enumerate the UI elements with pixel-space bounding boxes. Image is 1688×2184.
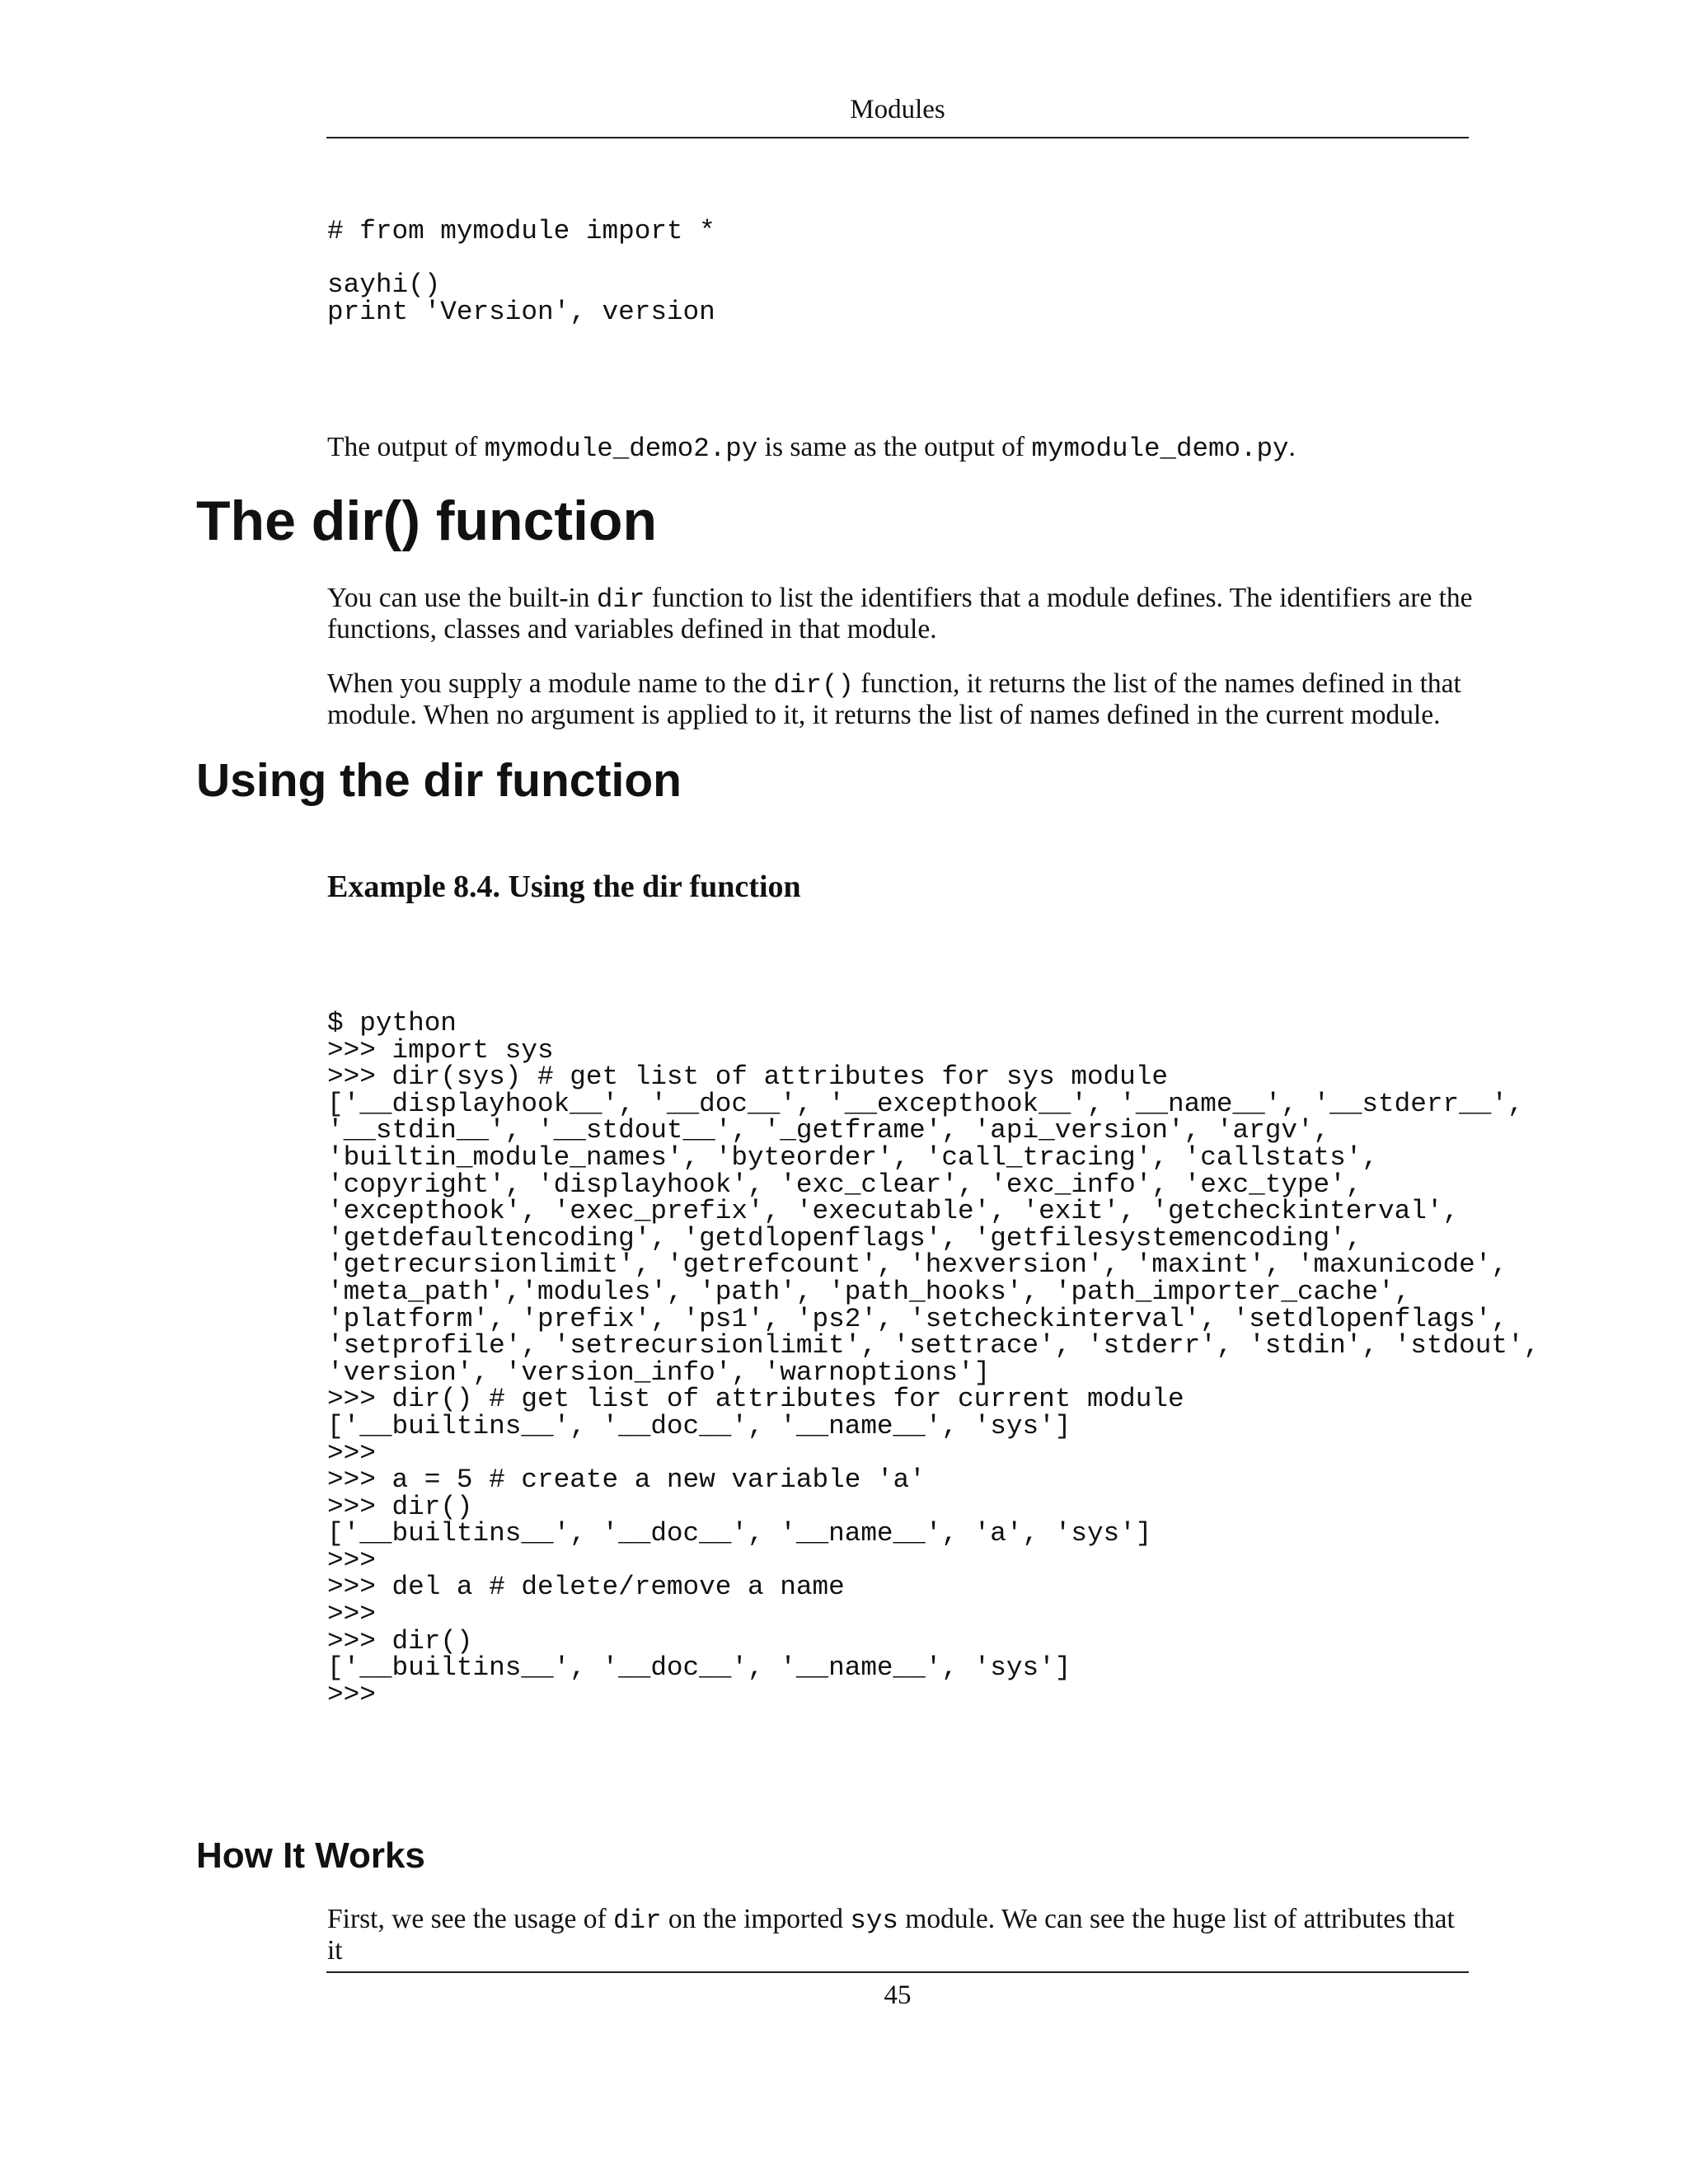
output-text-3: . bbox=[1288, 432, 1296, 462]
dir-p2-code-1: dir() bbox=[773, 670, 854, 701]
section-heading-how-it-works: How It Works bbox=[196, 1835, 425, 1876]
dir-paragraph-2 bbox=[327, 669, 1473, 730]
section-heading-dir-function: The dir() function bbox=[196, 490, 658, 552]
dir-p2-text-1: When you supply a module name to the bbox=[327, 668, 774, 699]
code-block-import: # from mymodule import * sayhi() print 'Version', version bbox=[327, 216, 715, 327]
how-it-works-paragraph bbox=[327, 1905, 1473, 1966]
output-code-1: mymodule_demo2.py bbox=[484, 434, 758, 464]
dir-p1-text-1: You can use the built-in bbox=[327, 583, 597, 613]
output-paragraph bbox=[327, 433, 1473, 464]
running-footer bbox=[326, 1971, 1469, 2013]
page-number: 45 bbox=[884, 1980, 912, 2010]
running-header bbox=[326, 92, 1469, 138]
how-text-2: on the imported bbox=[661, 1904, 851, 1934]
how-code-1: dir bbox=[613, 1905, 662, 1936]
how-text-1: First, we see the usage of bbox=[327, 1904, 614, 1934]
section-heading-using-dir: Using the dir function bbox=[196, 754, 682, 807]
header-title: Modules bbox=[850, 95, 945, 124]
code-block-dir-example: $ python >>> import sys >>> dir(sys) # get list of attributes for sys module ['__displayhook__', '__doc__', '__excepthook__', '__name__', '__stderr__', '__stdin__', '__stdout__', '_getframe', 'api_version', 'argv', 'builtin_module_names', 'byteorder', 'call_tracing', 'callstats', 'copyright', 'displayhook', 'exc_clear', 'exc_info', 'exc_type', 'excepthook', 'exec_prefix', 'executable', 'exit', 'getcheckinterval', 'getdefaultencoding', 'getdlopenflags', 'getfilesystemencoding', 'getrecursionlimit', 'getrefcount', 'hexversion', 'maxint', 'maxunicode', 'meta_path','modules', 'path', 'path_hooks', 'path_importer_cache', 'platform', 'prefix', 'ps1', 'ps2', 'setcheckinterval', 'setdlopenflags', 'setprofile', 'setrecursionlimit', 'settrace', 'stderr', 'stdin', 'stdout', 'version', 'version_info', 'warnoptions'] >>> dir() # get list of attributes for current module ['__builtins__', '__doc__', '__name__', 'sys'] >>> >>> a = 5 # create a new variable 'a' >>> dir() ['__builtins__', '__doc__', '__name__', 'a', 'sys'] >>> >>> del a # delete/remove a name >>> >>> dir() ['__builtins__', '__doc__', '__name__', 'sys'] >>> bbox=[327, 1008, 1540, 1710]
output-text-1: The output of bbox=[327, 432, 485, 462]
dir-paragraph-1 bbox=[327, 583, 1473, 644]
how-code-2: sys bbox=[850, 1905, 898, 1936]
dir-p1-code-1: dir bbox=[596, 584, 645, 615]
dir-p1-text-2: function to list the identifiers that a module defines. The identifiers are the functions, classes and variables defined in that module. bbox=[327, 583, 1473, 644]
output-text-2: is same as the output of bbox=[757, 432, 1032, 462]
example-title: Example 8.4. Using the dir function bbox=[327, 869, 801, 904]
how-text-3: module. We can see the huge list of attributes that it bbox=[327, 1904, 1455, 1966]
output-code-2: mymodule_demo.py bbox=[1031, 434, 1289, 464]
dir-p2-text-2: function, it returns the list of the names defined in that module. When no argument is applied to it, it returns the list of names defined in the current module. bbox=[327, 668, 1461, 730]
